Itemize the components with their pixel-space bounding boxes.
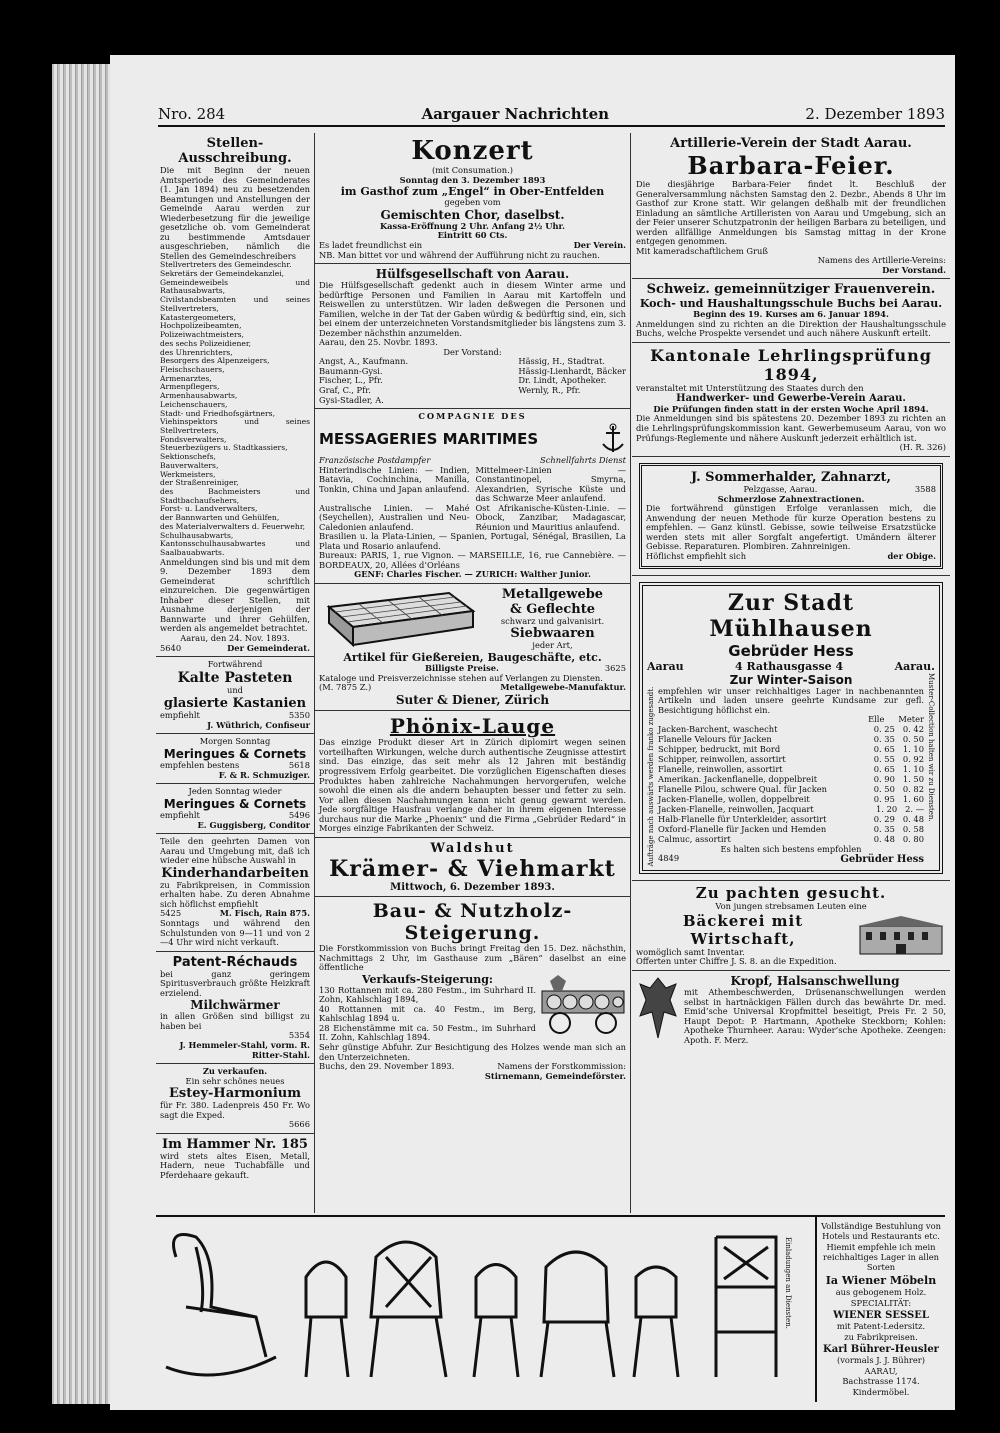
position-item: Polizeiwachtmeisters,: [160, 330, 244, 340]
position-item: Leichenschauers,: [160, 399, 228, 409]
ad-pacht: [632, 881, 950, 971]
ad-signature: J. Hemmeler-Stahl, vorm. R. Ritter-Stahl.: [179, 1039, 310, 1060]
ad-kinderhandarbeiten: [156, 834, 314, 952]
board-member: Baumann-Gysi.: [319, 365, 383, 376]
ad-title: Kalte Pasteten: [177, 670, 293, 687]
ad-text: empfiehlt: [160, 709, 200, 720]
column-header: Meter: [898, 714, 924, 725]
wire-mesh-tray-image: [319, 587, 479, 651]
position-item: des sechs Polizeidiener,: [160, 338, 252, 348]
ad-text: womöglich samt Inventar.: [636, 946, 745, 957]
price-list: [658, 725, 924, 844]
item-name: Flanelle Pilou, schwere Qual. für Jacken: [658, 784, 827, 795]
ad-text: Hiemit empfehle ich mein reichhaltiges Lager in allen Sorten: [823, 1241, 939, 1272]
ad-text: für Fr. 380. Ladenpreis 450 Fr. Wo sagt die Exped.: [160, 1100, 310, 1120]
position-item: Besorgers des Alpenzeigers,: [160, 356, 270, 366]
ad-text: Sehr günstige Abfuhr. Zur Besichtigung des Holzes wende man sich an den Unterzeichneten.: [319, 1042, 626, 1062]
ad-text: veranstaltet mit Unterstützung des Staates durch den: [636, 382, 864, 393]
position-item: Forst- u. Landverwalters,: [160, 504, 258, 514]
position-item: Armenarztes,: [160, 373, 212, 383]
position-list: [160, 261, 310, 557]
ad-text: empfiehlt: [160, 809, 200, 820]
position-item: des Materialverwalters d. Feuerwehr,: [160, 521, 306, 531]
ad-text: zu Fabrikpreisen.: [844, 1331, 918, 1342]
ad-title: Kropf, Halsanschwellung: [730, 973, 900, 988]
price-meter: 1. 10: [902, 744, 924, 755]
ad-address: Bachstrasse 1174.: [842, 1376, 920, 1387]
ad-place: im Gasthof zum „Engel“ in Ober-Entfelden: [340, 185, 605, 199]
ad-signature: Der Vorstand.: [882, 264, 946, 275]
ad-title: Hülfsgesellschaft von Aarau.: [375, 267, 570, 282]
ad-kropf: [632, 971, 950, 1048]
ad-title: Bäckerei mit Wirtschaft,: [682, 911, 804, 948]
price-elle: 0. 95: [873, 794, 895, 805]
ad-pasteten: [156, 657, 314, 734]
item-name: Jacken-Flanelle, wollen, doppelbreit: [658, 794, 810, 805]
ad-number: 5425: [160, 908, 182, 919]
position-item: des Uhrenrichters,: [160, 347, 233, 357]
ad-text: Anmeldungen sind bis und mit dem 9. Dezember 1893 dem Gemeinderat schriftlich einzureichen. Die gegenwärtigen Inhaber dieser Stellen, mit Ausnahme derjenigen der Bannwarte und ihrer Gehülfen, werden als angemeldet betrachtet.: [160, 556, 310, 634]
price-meter: 1. 10: [902, 764, 924, 775]
ad-text: Die mit Beginn der neuen Amtsperiode des Gemeinderates (1. Jan 1894) neu zu besetzenden Beamtungen und Anstellungen der Gemeinde Aarau werden zur Wiederbesetzung für die jeweilige gesetzliche ob. vom Gemeinderat zu bestimmende Amtsdauer ausgeschrieben, nämlich die Stellen des Gemeindeschreibers: [160, 165, 310, 261]
position-item: Civilstandsbeamten und seines Stellvertreters,: [160, 295, 310, 313]
price-elle: 0. 65: [873, 744, 895, 755]
anchor-icon: [600, 422, 626, 456]
item-name: Halb-Flanelle für Unterkleider, assortirt: [658, 814, 827, 824]
ad-address: 4 Rathausgasse 4: [735, 659, 844, 673]
ad-text: (mit Consumation.): [431, 165, 514, 175]
ad-title: Milchwärmer: [190, 998, 280, 1013]
ad-kicker: Jeden Sonntag wieder: [188, 786, 282, 797]
ad-title: Bau- & Nutzholz-Steigerung.: [372, 900, 573, 945]
ad-text: wird stets altes Eisen, Metall, Hadern, neue Tuchabfälle und Pferdehaare gekauft.: [160, 1150, 310, 1180]
ad-meringues-2: [156, 784, 314, 834]
price-elle: 0. 35: [873, 734, 895, 745]
ad-ref: (H. R. 326): [899, 442, 946, 453]
ad-signature: der Obige.: [887, 550, 936, 561]
ad-date: Aarau, den 25. Novbr. 1893.: [319, 337, 438, 348]
price-elle: 0. 65: [873, 764, 895, 775]
ad-title: Zu pachten gesucht.: [695, 884, 887, 903]
eagle-emblem-icon: [636, 974, 680, 1044]
ad-number: 5640: [160, 642, 182, 653]
board-member: Hässig-Lienhardt, Bäcker: [518, 365, 626, 376]
column-right: [632, 133, 950, 1213]
ad-title: glasierte Kastanien: [163, 695, 307, 711]
ad-text: Mittelmeer-Linien — Constantinopel, Smyrna, Alexandrien, Syrische Küste und das Schwarze Meer anlaufend.: [475, 464, 626, 504]
ad-note: NB. Man bittet vor und während der Aufführung nicht zu rauchen.: [319, 249, 600, 260]
price-meter: 1. 50: [902, 774, 924, 785]
ad-number: 5496: [288, 809, 310, 820]
ad-number: 5618: [288, 759, 310, 770]
position-item: Hochpolizeibeamten,: [160, 321, 242, 331]
ad-kicker: Waldshut: [430, 840, 515, 856]
ad-title: Meringues & Cornets: [163, 796, 307, 811]
ad-title: Estey-Harmonium: [168, 1086, 302, 1102]
item-name: Jacken-Flanelle, reinwollen, Jacquart: [658, 804, 814, 815]
ad-title: & Geflechte: [509, 601, 595, 617]
ad-signature: Gebrüder Hess: [840, 854, 924, 866]
ad-text: Sonntags und während den Schulstunden von 9—11 und von 2—4 Uhr wird nicht verkauft.: [160, 918, 310, 948]
ad-number: 4849: [658, 853, 680, 864]
ad-firm: Gebrüder Hess: [728, 641, 854, 660]
ad-text: in allen Größen sind billigst zu haben bei: [160, 1011, 310, 1031]
ad-text: Artikel für Gießereien, Baugeschäfte, etc.: [343, 650, 602, 664]
item-name: Jacken-Barchent, waschecht: [658, 724, 778, 735]
ad-date: Sonntag den 3. Dezember 1893: [399, 174, 546, 185]
price-meter: 1. 60: [902, 794, 924, 805]
ad-subtitle: Verkaufs-Steigerung:: [362, 972, 493, 986]
board-member: Wernly, R., Pfr.: [518, 384, 581, 395]
ad-text: Die Prüfungen finden statt in der ersten Woche April 1894.: [653, 403, 929, 414]
board-member: Fischer, L., Pfr.: [319, 375, 383, 386]
item-name: Schipper, bedruckt, mit Bord: [658, 744, 781, 755]
timber-item: 40 Rottannen mit ca. 40 Festm., im Berg, Kahlschlag 1894 u.: [319, 1003, 536, 1024]
position-item: Fleischschauers,: [160, 364, 225, 374]
ad-title: Barbara-Feier.: [687, 151, 895, 180]
column-middle: [315, 133, 631, 1213]
position-item: Sekretärs der Gemeindekanzlei,: [160, 269, 285, 279]
column-left: [156, 133, 315, 1213]
board-member: Gysi-Stadler, A.: [319, 394, 384, 405]
ad-date: Beginn des 19. Kurses am 6. Januar 1894.: [693, 309, 889, 320]
ad-waldshut: [315, 838, 630, 898]
ad-text: schwarz und galvanisirt.: [500, 615, 605, 626]
ad-side-note: Muster-Collection halten wir zu Diensten.: [927, 672, 935, 822]
ad-text: Brasilien u. la Plata-Linien, — Spanien, Portugal, Sénégal, Brasilien, La Plata und Rosario anlaufend.: [319, 531, 626, 551]
ad-lehrlingspruefung: [632, 343, 950, 457]
ad-text: bei ganz geringem Spiritusverbrauch größte Heizkraft erzielend.: [160, 968, 310, 998]
ad-metallgewebe: [315, 584, 630, 712]
timber-item: 28 Eichenstämme mit ca. 50 Festm., im Suhrhard II. Zohn, Kahlschlag 1894.: [319, 1022, 536, 1043]
price-elle: 0. 55: [873, 754, 895, 765]
position-item: der Bannwarten und Gehülfen,: [160, 513, 280, 523]
ad-title: Patent-Réchauds: [172, 954, 298, 970]
ad-ref: (M. 7875 Z.): [319, 682, 372, 693]
position-item: Sektionschefs,: [160, 452, 216, 462]
position-item: Kantonsschulhausabwartes und Saalbauabwarts.: [160, 539, 310, 558]
ad-text: empfehlen bestens: [160, 759, 240, 770]
position-item: Armenhausabwarts,: [160, 391, 238, 401]
ad-text: Das einzige Produkt dieser Art in Zürich diplomirt wegen seinen vorteilhaften Wirkungen, welche durch authentische Zeugnisse attestirt sind. Das einzige, das seit mehr als 12 Jahren mit beständig progressivem Erfolg gearbeitet. Die vorzüglichen Eigenschaften dieses Produktes haben zahlreiche Nachahmungen hervorgerufen, welche sowohl die einen als die andern behaupten besser und fetter zu sein. Vor allen diesen Nachahmungen kann nicht genug gewarnt werden. Jede sorgfältige Hausfrau verlange daher in ihrem eigenen Interesse durchaus nur die Marke „Phoenix“ und die Firma „Gebrüder Redard“ in Morges einzige Fabrikanten der Schweiz.: [319, 737, 626, 834]
item-name: Amerikan. Jackenflanelle, doppelbreit: [658, 774, 818, 785]
ad-kicker: Morgen Sonntag: [199, 736, 271, 747]
ad-price: Eintritt 60 Cts.: [437, 230, 508, 241]
issue-date: 2. Dezember 1893: [805, 105, 945, 123]
ad-signature: J. Wüthrich, Confiseur: [207, 719, 310, 730]
issue-number: Nro. 284: [158, 105, 226, 123]
ad-number: 3625: [604, 662, 626, 673]
board-list-left: [319, 357, 408, 405]
ad-subtitle: Zur Winter-Saison: [729, 672, 853, 687]
ad-kicker: Zu verkaufen.: [202, 1066, 268, 1077]
ad-text: Höflichst empfiehlt sich: [646, 550, 747, 561]
ad-title: J. Sommerhalder, Zahnarzt,: [690, 469, 891, 485]
position-item: der Straßenreiniger,: [160, 478, 239, 488]
ad-signature: Der Verein.: [573, 239, 626, 250]
ad-text: jeder Art,: [532, 640, 573, 651]
price-meter: 0. 48: [902, 814, 924, 824]
price-elle: 0. 90: [873, 774, 895, 785]
ad-signature: Karl Bührer-Heusler: [823, 1343, 939, 1355]
ad-signature: Der Gemeinderat.: [227, 642, 310, 653]
item-name: Oxford-Flanelle für Jacken und Hemden: [658, 823, 827, 834]
ad-messageries: [315, 409, 630, 584]
item-name: Flanelle, reinwollen, assortirt: [658, 764, 783, 775]
position-item: Bauverwalters,: [160, 460, 219, 470]
ad-text: Bureaux: PARIS, 1, rue Vignon. — MARSEILLE, 16, rue Cannebière. — BORDEAUX, 20, Allées d’Orléans: [319, 550, 626, 570]
ad-address: Aarau.: [894, 659, 935, 673]
ad-text: Anmeldungen sind zu richten an die Direktion der Haushaltungsschule Buchs, welche Prospekte versendet und auch nähere Auskunft erteilt.: [636, 318, 946, 339]
timber-cart-image: [540, 973, 626, 1035]
ad-subtitle: Schmerzlose Zahnextractionen.: [717, 493, 865, 504]
ad-text: Französische Postdampfer: [319, 454, 431, 465]
board-member: Dr. Lindt, Apotheker.: [518, 375, 607, 386]
ad-title: Siebwaaren: [510, 626, 595, 642]
ad-text: Kindermöbel.: [852, 1387, 910, 1398]
price-elle: 0. 48: [873, 833, 895, 844]
ad-title: WIENER SESSEL: [833, 1309, 929, 1321]
ad-stellen: [156, 133, 314, 657]
ad-text: Die diesjährige Barbara-Feier findet lt. Beschluß der Generalversammlung nächsten Samstag den 2. Dezbr., Abends 8 Uhr im Gasthof zur Krone statt. Wir gelangen deßhalb mit der freundlichen Einladung an sämtliche Artilleristen von Aarau und Umgebung, sich an der Feier unserer Schutzpatronin der heiligen Barbara zu beteiligen, und werden allfällige Anmeldungen bis Samstag mittag in der Krone entgegen genommen.: [636, 179, 946, 247]
position-item: Viehinspektors und seines Stellvertreters,: [160, 417, 310, 435]
ad-title: Krämer- & Viehmarkt: [329, 855, 616, 882]
ad-text: Schnellfahrts Dienst: [540, 454, 626, 465]
ad-number: 5354: [288, 1030, 310, 1041]
ad-text: Ein sehr schönes neues: [185, 1075, 285, 1086]
ad-artillerie: [632, 133, 950, 279]
ad-signature: Stirnemann, Gemeindeförster.: [484, 1071, 626, 1082]
ad-title: Metallgewebe: [501, 586, 604, 602]
ad-signature: M. Fisch, Rain 875.: [219, 908, 310, 919]
ad-text: empfehlen wir unser reichhaltiges Lager in nachbenannten Artikeln und laden unsere geehrte Kundsame zur gefl. Besichtigung höflichst ein.: [658, 685, 924, 715]
ad-text: Die Anmeldungen sind bis spätestens 20. Dezember 1893 zu richten an die Lehrlingsprüfungskommission kant. Gewerbemuseum Aarau, von wo Prüfungs-Reglemente und nähere Auskunft jederzeit erhältlich ist.: [636, 413, 946, 443]
timber-list: [319, 986, 536, 1043]
ad-date: Mittwoch, 6. Dezember 1893.: [390, 881, 555, 893]
position-item: Gemeindeweibels und Rathausabwarts,: [160, 277, 310, 296]
ad-zahnarzt: [632, 457, 950, 576]
price-elle: 1. 20: [876, 804, 898, 815]
ad-date: Buchs, den 29. November 1893.: [319, 1061, 455, 1072]
ad-number: 5350: [288, 709, 310, 720]
furniture-illustration: [156, 1217, 815, 1402]
ad-text: Die Forstkommission von Buchs bringt Freitag den 15. Dez. nächsthin, Nachmittags 2 Uhr, im Gasthause zum „Bären“ daselbst an eine öffentliche: [319, 943, 626, 973]
ad-frauenverein: [632, 279, 950, 343]
item-name: Flanelle Velours für Jacken: [658, 734, 772, 745]
price-elle: 0. 50: [873, 784, 895, 795]
ad-text: (vormals J. J. Bührer): [836, 1354, 926, 1365]
ad-hammer: [156, 1134, 314, 1184]
ad-title: Zur Stadt Mühlhausen: [709, 589, 873, 642]
position-item: Fondsverwalters,: [160, 434, 227, 444]
ad-holzsteigerung: [315, 897, 630, 1084]
ad-kicker: COMPAGNIE DES: [418, 411, 527, 422]
ad-text: zu Fabrikpreisen, in Commission erhalten habe. Zu deren Abnahme sich höflichst empfiehlt: [160, 879, 310, 909]
position-item: Werkmeisters,: [160, 469, 216, 479]
position-item: Stellvertreters des Gemeindeschr.: [160, 260, 292, 270]
ad-title: Kantonale Lehrlingsprüfung 1894,: [650, 345, 932, 384]
position-item: Schulhausabwarts,: [160, 530, 234, 540]
price-meter: 0. 42: [902, 724, 924, 735]
price-meter: 0. 50: [902, 734, 924, 745]
ad-text: Kassa-Eröffnung 2 Uhr. Anfang 2½ Uhr.: [379, 220, 566, 231]
column-header: Elle: [868, 714, 885, 725]
position-item: Katastergeometers,: [160, 312, 236, 322]
ad-phoenix: [315, 711, 630, 837]
ad-place: Aarau, den 24. Nov. 1893.: [180, 633, 290, 643]
ad-text: Namens der Forstkommission:: [497, 1061, 626, 1072]
page-header: [158, 103, 945, 127]
ad-text: SPECIALITÄT:: [850, 1297, 912, 1308]
ad-title: Artillerie-Verein der Stadt Aarau.: [670, 136, 912, 151]
ad-text: Teile den geehrten Damen von Aarau und Umgebung mit, daß ich wieder eine hübsche Auswahl in: [160, 836, 310, 866]
ad-text: Kataloge und Preisverzeichnisse stehen auf Verlangen zu Diensten.: [319, 672, 603, 683]
ad-title: Konzert: [411, 136, 534, 166]
wien-text-block: [815, 1217, 945, 1402]
ad-text: gegeben vom: [444, 197, 501, 208]
ad-text: Hinterindische Linien: — Indien, Batavia, Cochinchina, Manilla, Tonkin, China und Japan anlaufend.: [319, 464, 470, 494]
ad-kicker: Fortwährend: [207, 659, 263, 670]
item-name: Calmuc, assortirt: [658, 833, 731, 844]
price-elle: 0. 29: [873, 814, 895, 824]
board-member: Graf, C., Pfr.: [319, 384, 371, 395]
board-member: Angst, A., Kaufmann.: [319, 356, 409, 367]
ad-text: AARAU,: [864, 1365, 898, 1376]
ad-signature: F. & R. Schmuziger.: [218, 769, 310, 780]
ad-text: GENF: Charles Fischer. — ZURICH: Walther Junior.: [354, 569, 591, 580]
ad-signature: E. Guggisberg, Conditor: [197, 819, 310, 830]
position-item: des Bachmeisters und Stadtbachaufsehers,: [160, 487, 310, 505]
ad-side-note: Einladungen an Diensten.: [784, 1237, 792, 1329]
position-item: Steuerbezügers u. Stadtkassiers,: [160, 443, 288, 453]
position-item: Stadt- und Friedhofsgärtners,: [160, 408, 275, 418]
price-elle: 0. 35: [873, 823, 895, 834]
ad-signature: Suter & Diener, Zürich: [395, 693, 550, 708]
ad-title: Phönix-Lauge: [389, 714, 556, 739]
ad-muehlhausen: [632, 576, 950, 882]
item-name: Schipper, reinwollen, assortirt: [658, 754, 786, 765]
ad-subtitle: Koch- und Haushaltungsschule Buchs bei Aarau.: [639, 297, 943, 311]
ad-number: 3588: [914, 483, 936, 494]
ad-text: Es halten sich bestens empfohlen: [720, 843, 862, 854]
ad-konzert: [315, 133, 630, 264]
ad-address: Pelzgasse, Aarau.: [743, 483, 818, 494]
price-meter: 0. 92: [902, 754, 924, 765]
ad-text: aus gebogenem Holz.: [835, 1286, 927, 1297]
ad-meringues-1: [156, 734, 314, 784]
ad-harmonium: [156, 1064, 314, 1134]
ad-text: Die Hülfsgesellschaft gedenkt auch in diesem Winter arme und bedürftige Personen und Familien in Aarau mit Kartoffeln und Reiswellen zu unterstützen. Wir laden deßwegen die Personen und Familien, welche in der Tat der Gaben würdig & bedürftig sind, ein, sich bei einem der unterzeichneten Vorstandsmitglieder bis längstens zum 3. Dezember nächsthin anzumelden.: [319, 280, 626, 338]
ad-title: Stellen-Ausschreibung.: [178, 136, 292, 166]
ad-title: Ia Wiener Möbeln: [825, 1273, 937, 1287]
price-meter: 0. 58: [902, 823, 924, 834]
ad-text: Von jungen strebsamen Leuten eine: [715, 901, 867, 912]
ad-price: Billigste Preise.: [424, 662, 499, 673]
ad-side-note: Aufträge nach auswärts werden franko zugesandt.: [647, 686, 655, 867]
ad-text: Die fortwährend günstigen Erfolge veranlassen mich, die Anwendung der neuen Methode für kurze Operation bestens zu empfehlen. — Ganz künstl. Gebisse, sowie teilweise Ersatzstücke werden stets mit aller Sorgfalt angefertigt. Umändern älterer Gebisse. Reparaturen. Plombiren. Zahnreinigen.: [646, 503, 936, 552]
ad-text: und: [227, 685, 243, 696]
ad-text: Mit kameradschaftlichem Gruß: [636, 245, 768, 256]
timber-item: 130 Rottannen mit ca. 280 Festm., im Suhrhard II. Zohn, Kahlschlag 1894,: [319, 984, 536, 1005]
ad-text: Australische Linien. — Mahé (Seychellen), Australien und Neu-Caledonien anlaufend.: [319, 502, 470, 532]
ad-text: mit Athembeschwerden, Drüsenanschwellungen werden selbst in hartnäckigen Fällen durch das bewährte Dr. med. Emid’sche Universal Kropfmittel beseitigt, Preis Fr. 2 50, Haupt Depot: P. Hartmann, Apotheke Steckborn; Kohlen: Apotheke Thurnheer. Aarau: Wyder’sche Apotheke. Zeengen: Apoth. F. Merz.: [684, 986, 946, 1045]
price-meter: 0. 80: [902, 833, 924, 844]
ad-title: Meringues & Cornets: [163, 746, 307, 761]
ad-text: Der Vorstand:: [443, 346, 502, 357]
newspaper-page: [110, 55, 955, 1410]
ad-choir: Gemischten Chor, daselbst.: [380, 207, 565, 222]
price-elle: 0. 25: [873, 724, 895, 735]
newspaper-title: Aargauer Nachrichten: [421, 105, 610, 123]
ad-title: Schweiz. gemeinnütziger Frauenverein.: [646, 282, 936, 298]
ad-text: Ost Afrikanische-Küsten-Linie. — Obock, Zanzibar, Madagascar, Réunion und Mauritius anlaufend.: [475, 502, 626, 532]
ad-rechauds: [156, 952, 314, 1064]
board-member: Hässig, H., Stadtrat.: [518, 356, 605, 367]
price-meter: 0. 82: [902, 784, 924, 795]
ad-text: Metallgewebe-Manufaktur.: [500, 682, 626, 693]
ad-text: Offerten unter Chiffre J. S. 8. an die Expedition.: [636, 956, 837, 967]
position-item: Armenpflegers,: [160, 382, 220, 392]
ad-title: MESSAGERIES MARITIMES: [319, 429, 539, 448]
ad-text: Namens des Artillerie-Vereins:: [817, 255, 946, 266]
ad-title: Kinderhandarbeiten: [161, 865, 309, 881]
ad-huelfsgesellschaft: [315, 264, 630, 409]
ad-text: Vollständige Bestuhlung von Hotels und Restaurants etc.: [821, 1221, 941, 1241]
price-meter: 2. —: [905, 804, 924, 815]
ad-text: mit Patent-Ledersitz.: [836, 1320, 926, 1331]
ad-text: Handwerker- und Gewerbe-Verein Aarau.: [676, 393, 906, 405]
ad-text: Es ladet freundlichst ein: [319, 239, 423, 250]
book-binding: [52, 64, 116, 1404]
chairs-image: [156, 1217, 796, 1397]
ad-address: Aarau: [647, 659, 684, 673]
ad-wiener-moebel: [156, 1215, 945, 1402]
building-image: [856, 914, 946, 956]
ad-title: Im Hammer Nr. 185: [162, 1136, 308, 1152]
ad-number: 5666: [288, 1119, 310, 1130]
board-list-right: [518, 357, 626, 405]
